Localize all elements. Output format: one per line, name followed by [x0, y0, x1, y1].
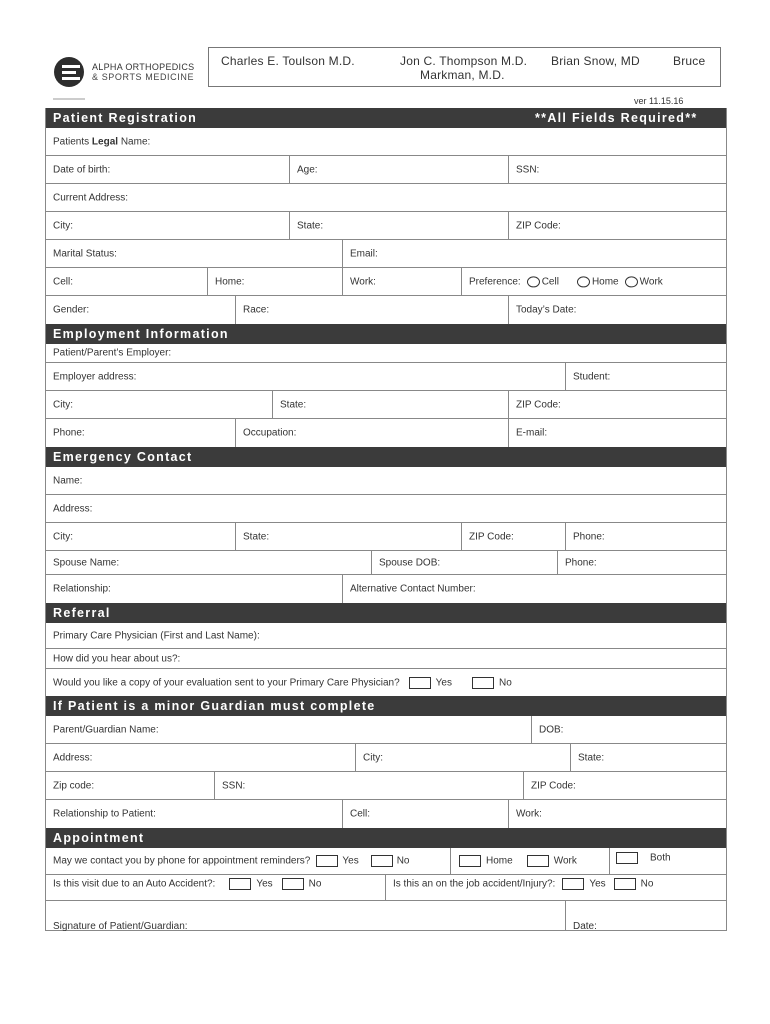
field-label: ZIP Code:: [516, 399, 561, 410]
row-signature: [46, 901, 726, 931]
field-label: City:: [53, 531, 73, 542]
field-label: Cell:: [53, 276, 74, 287]
option-label: No: [498, 677, 512, 688]
field-label: Gender:: [53, 304, 90, 316]
option-label: Work: [553, 855, 577, 867]
field-label: Current Address:: [53, 192, 129, 203]
doctor-name: Markman, M.D.: [420, 68, 505, 82]
row-employer-city: [46, 391, 726, 419]
signature-field[interactable]: [46, 901, 565, 930]
field-label: ZIP Code:: [469, 531, 514, 542]
row-emergency-city: [46, 523, 726, 551]
option-label: Home: [486, 855, 513, 867]
field-label: Preference:: [469, 275, 521, 287]
field-label: Phone:: [573, 531, 605, 542]
doctor-name: Brian Snow, MD: [551, 54, 640, 68]
current-address-field[interactable]: [46, 184, 726, 211]
ssn-field[interactable]: [508, 156, 726, 183]
row-guardian-name: [46, 716, 726, 744]
home-phone-field[interactable]: [207, 268, 342, 295]
gender-field[interactable]: [46, 296, 235, 324]
field-label: Phone:: [53, 427, 85, 439]
row-employer-phone: [46, 419, 726, 447]
field-label: State:: [297, 220, 324, 231]
guardian-relationship-field[interactable]: [46, 800, 342, 828]
section-appointment: [46, 828, 726, 848]
spouse-dob-field[interactable]: [371, 551, 557, 574]
row-guardian-zip: [46, 772, 726, 800]
doctors-box: [208, 47, 721, 87]
radio-cell[interactable]: [527, 276, 540, 287]
checkbox-no[interactable]: [371, 855, 393, 867]
hear-about-field[interactable]: [46, 649, 726, 668]
field-label: Alternative Contact Number:: [350, 583, 476, 595]
doctor-name: Jon C. Thompson M.D.: [400, 54, 528, 68]
row-marital: [46, 240, 726, 268]
checkbox-no[interactable]: [472, 677, 494, 689]
field-label: DOB:: [539, 724, 564, 735]
logo-line1: ALPHA ORTHOPEDICS: [92, 62, 195, 72]
section-title: Emergency Contact: [53, 450, 193, 464]
option-label: Both: [650, 852, 671, 864]
job-accident-question: [385, 875, 726, 900]
row-hear-about: [46, 649, 726, 669]
student-field[interactable]: [565, 363, 726, 390]
employer-address-field[interactable]: [46, 363, 565, 390]
employer-state-field[interactable]: [272, 391, 508, 418]
row-accident: [46, 875, 726, 901]
emergency-city-field[interactable]: [46, 523, 235, 550]
field-label: City:: [363, 752, 383, 763]
field-label: City:: [53, 220, 73, 231]
option-label: Work: [639, 275, 663, 287]
doctor-name: Charles E. Toulson M.D.: [221, 54, 355, 68]
option-label: Yes: [589, 878, 606, 890]
guardian-ssn-field[interactable]: [214, 772, 523, 799]
preference-field: [461, 268, 726, 295]
marital-status-field[interactable]: [46, 240, 342, 267]
checkbox-both[interactable]: [616, 852, 638, 864]
row-dob: [46, 156, 726, 184]
option-label: Yes: [435, 677, 452, 688]
auto-accident-question: [46, 875, 385, 900]
field-label: Cell:: [350, 808, 371, 820]
pcp-field[interactable]: [46, 623, 726, 648]
row-address: [46, 184, 726, 212]
guardian-cell-field[interactable]: [342, 800, 508, 828]
field-label: Age:: [297, 164, 318, 175]
option-label: No: [308, 878, 322, 890]
field-label: State:: [243, 531, 270, 542]
registration-form: [45, 108, 727, 931]
option-label: Cell: [541, 275, 559, 287]
row-emergency-name: [46, 467, 726, 495]
row-gender: [46, 296, 726, 324]
employer-email-field[interactable]: [508, 419, 726, 447]
row-city: [46, 212, 726, 240]
row-pcp: [46, 623, 726, 649]
field-label: Race:: [243, 304, 270, 316]
checkbox-work[interactable]: [527, 855, 549, 867]
row-guardian-address: [46, 744, 726, 772]
cell-field[interactable]: [46, 268, 207, 295]
option-label: No: [396, 855, 410, 867]
question-text: Is this an on the job accident/Injury?:: [393, 878, 556, 890]
label-text: Patients: [53, 136, 92, 147]
row-emergency-address: [46, 495, 726, 523]
row-employer-address: [46, 363, 726, 391]
field-label: Marital Status:: [53, 248, 117, 259]
section-referral: [46, 603, 726, 623]
guardian-city-field[interactable]: [355, 744, 570, 771]
option-label: Yes: [256, 878, 273, 890]
version-label: ver 11.15.16: [634, 96, 684, 106]
field-label: Parent/Guardian Name:: [53, 724, 159, 735]
field-label: Employer address:: [53, 371, 137, 382]
section-title: Referral: [53, 606, 111, 620]
row-employer: [46, 344, 726, 363]
option-label: No: [640, 878, 654, 890]
field-label: Patient/Parent’s Employer:: [53, 347, 172, 359]
field-label: Date of birth:: [53, 164, 111, 175]
required-note: **All Fields Required**: [535, 111, 698, 125]
todays-date-field[interactable]: [508, 296, 726, 324]
checkbox-no[interactable]: [614, 878, 636, 890]
guardian-zip2-field[interactable]: [523, 772, 726, 799]
field-label: State:: [578, 752, 605, 763]
city-field[interactable]: [46, 212, 289, 239]
field-label: Address:: [53, 503, 93, 514]
section-guardian: [46, 696, 726, 716]
date-field[interactable]: [565, 901, 726, 930]
field-label: Work:: [516, 808, 542, 820]
field-label: Today’s Date:: [516, 304, 577, 316]
emergency-phone-field[interactable]: [565, 523, 726, 550]
field-label: SSN:: [516, 164, 540, 175]
spouse-name-field[interactable]: [46, 551, 371, 574]
label-bold: Legal: [91, 136, 119, 147]
field-label: Primary Care Physician (First and Last Name):: [53, 630, 260, 641]
spouse-phone-field[interactable]: [557, 551, 726, 574]
field-label: Home:: [215, 276, 245, 287]
age-field[interactable]: [289, 156, 508, 183]
field-label: State:: [280, 399, 307, 410]
row-pcp-copy: [46, 669, 726, 696]
state-field[interactable]: [289, 212, 508, 239]
field-label: ZIP Code:: [531, 780, 576, 791]
field-label: Student:: [573, 371, 611, 382]
contact-question: [46, 848, 450, 874]
question-text: Is this visit due to an Auto Accident?:: [53, 878, 216, 890]
row-phones: [46, 268, 726, 296]
pcp-copy-question: [46, 669, 726, 696]
row-guardian-relationship: [46, 800, 726, 828]
section-employment: [46, 324, 726, 344]
field-label: How did you hear about us?:: [53, 653, 181, 664]
option-label: Home: [591, 275, 619, 287]
field-label: Address:: [53, 752, 93, 763]
guardian-address-field[interactable]: [46, 744, 355, 771]
field-label: Zip code:: [53, 780, 95, 791]
checkbox-yes[interactable]: [316, 855, 338, 867]
question-text: Would you like a copy of your evaluation sent to your Primary Care Physician?: [53, 677, 400, 688]
zip-field[interactable]: [508, 212, 726, 239]
row-legal-name: [46, 128, 726, 156]
row-relationship: [46, 575, 726, 603]
contact-both-option: [609, 848, 726, 874]
field-label: ZIP Code:: [516, 220, 561, 231]
work-phone-field[interactable]: [342, 268, 461, 295]
field-label: Signature of Patient/Guardian:: [53, 921, 188, 932]
field-label: City:: [53, 399, 73, 410]
legal-name-field[interactable]: [46, 128, 726, 155]
guardian-state-field[interactable]: [570, 744, 726, 771]
option-label: Yes: [342, 855, 359, 867]
guardian-dob-field[interactable]: [531, 716, 726, 743]
contact-home-option: [450, 848, 609, 874]
employer-zip-field[interactable]: [508, 391, 726, 418]
employer-field[interactable]: [46, 344, 726, 362]
question-text: May we contact you by phone for appointment reminders?: [53, 855, 311, 867]
field-label: SSN:: [222, 780, 246, 791]
radio-work[interactable]: [625, 276, 638, 287]
field-label: Spouse Name:: [53, 557, 120, 568]
field-label: Name:: [53, 475, 83, 486]
field-label: Relationship to Patient:: [53, 808, 156, 820]
relationship-field[interactable]: [46, 575, 342, 603]
guardian-work-field[interactable]: [508, 800, 726, 828]
emergency-state-field[interactable]: [235, 523, 461, 550]
field-label: Work:: [350, 276, 376, 287]
section-title: Employment Information: [53, 327, 229, 341]
checkbox-yes[interactable]: [562, 878, 584, 890]
section-patient-registration: [46, 108, 726, 128]
guardian-name-field[interactable]: [46, 716, 531, 743]
field-label: E-mail:: [516, 427, 548, 439]
checkbox-yes[interactable]: [409, 677, 431, 689]
field-label: Occupation:: [243, 427, 297, 439]
section-title: Appointment: [53, 831, 145, 845]
email-field[interactable]: [342, 240, 726, 267]
dob-field[interactable]: [46, 156, 289, 183]
field-label: Email:: [350, 248, 378, 259]
field-label: Phone:: [565, 557, 597, 568]
row-contact-reminders: [46, 848, 726, 875]
employer-phone-field[interactable]: [46, 419, 235, 447]
occupation-field[interactable]: [235, 419, 508, 447]
checkbox-no[interactable]: [282, 878, 304, 890]
row-spouse: [46, 551, 726, 575]
field-label: Relationship:: [53, 583, 111, 595]
radio-home[interactable]: [577, 276, 590, 287]
section-emergency-contact: [46, 447, 726, 467]
field-label: Date:: [573, 921, 597, 932]
field-label: Spouse DOB:: [379, 557, 441, 568]
section-title: If Patient is a minor Guardian must complete: [53, 699, 376, 713]
section-title: Patient Registration: [53, 111, 198, 125]
checkbox-yes[interactable]: [229, 878, 251, 890]
race-field[interactable]: [235, 296, 508, 324]
doctor-name: Bruce: [673, 54, 706, 68]
label-text: Name:: [118, 136, 151, 147]
emergency-zip-field[interactable]: [461, 523, 565, 550]
checkbox-home[interactable]: [459, 855, 481, 867]
guardian-zip-field[interactable]: [46, 772, 214, 799]
employer-city-field[interactable]: [46, 391, 272, 418]
logo-line2: & SPORTS MEDICINE: [92, 72, 195, 82]
form-header: [0, 0, 770, 110]
alt-contact-field[interactable]: [342, 575, 726, 603]
emergency-name-field[interactable]: [46, 467, 726, 494]
emergency-address-field[interactable]: [46, 495, 726, 522]
